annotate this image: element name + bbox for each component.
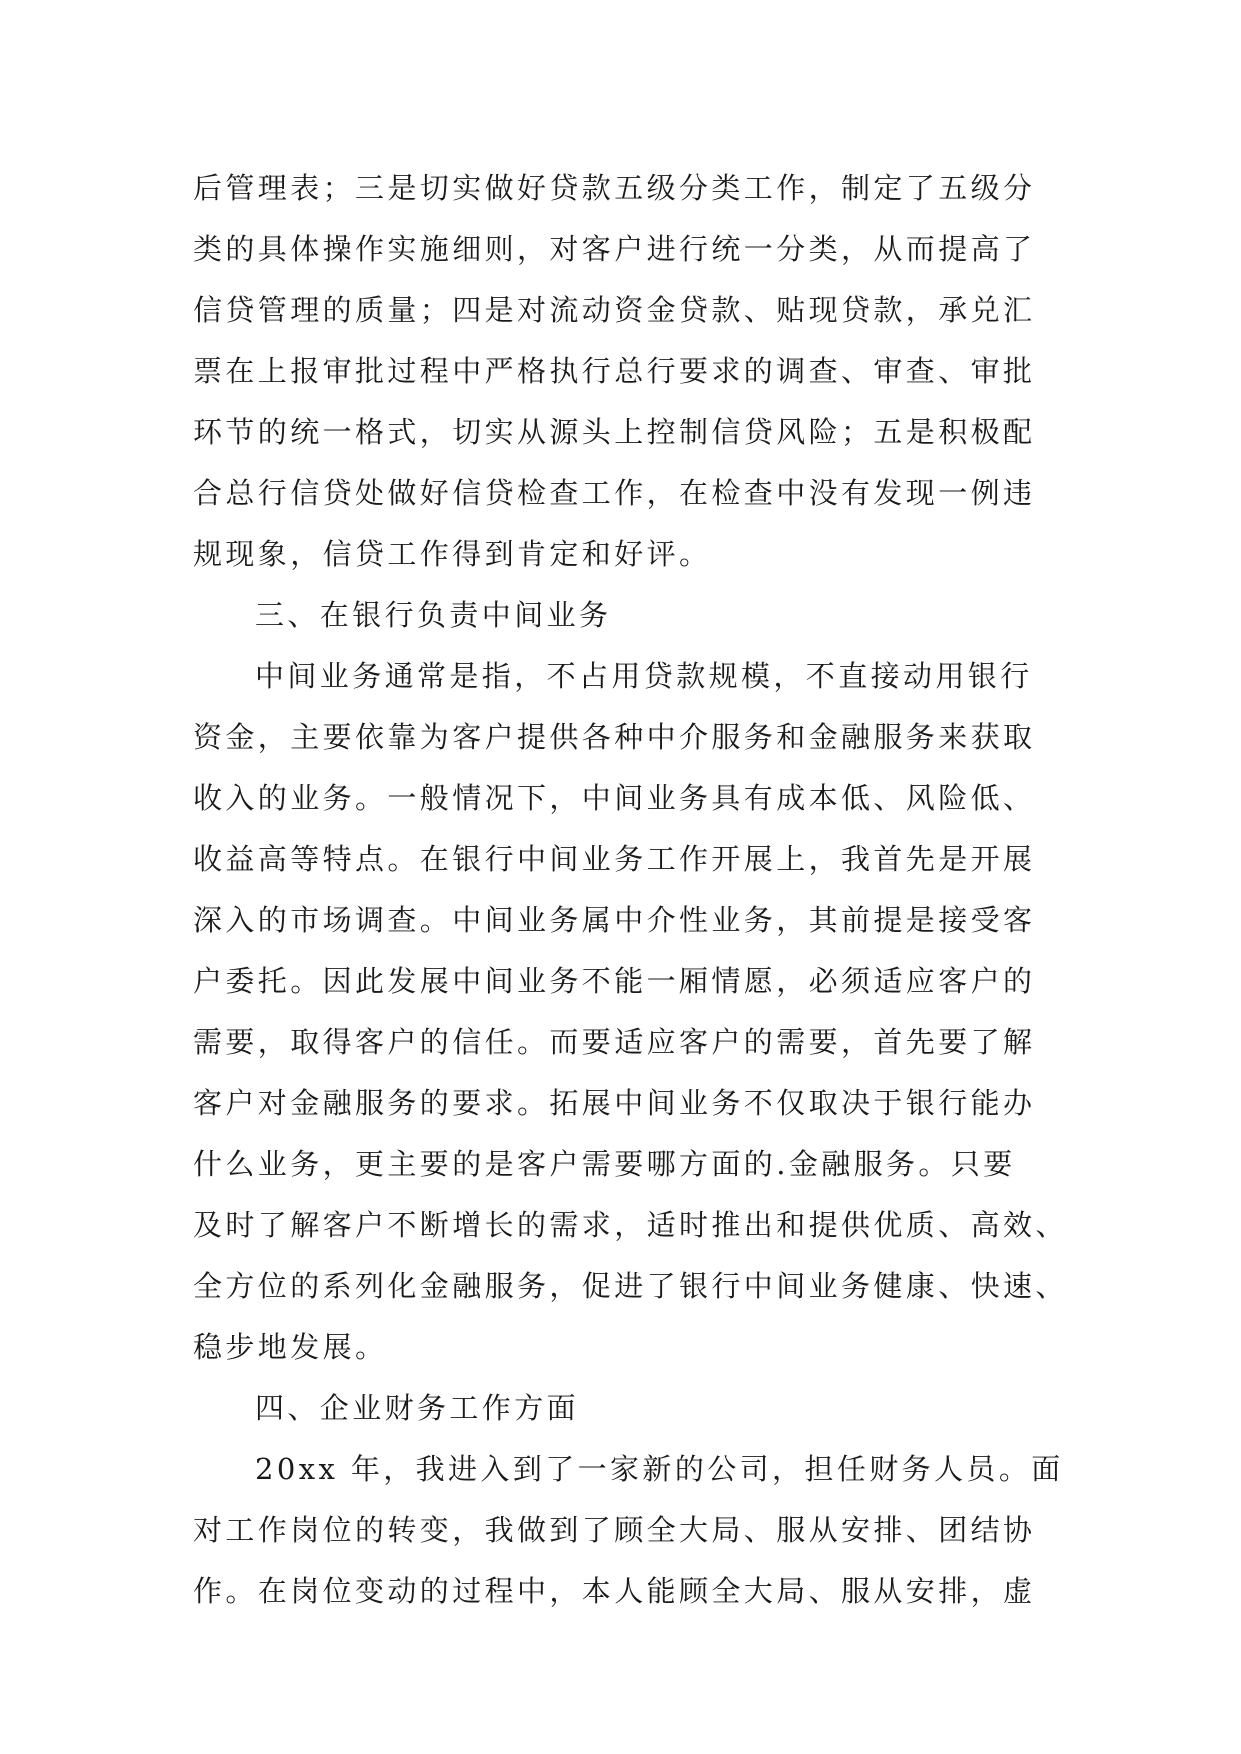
paragraph-line: 作。在岗位变动的过程中，本人能顾全大局、服从安排，虚 bbox=[193, 1574, 1036, 1608]
paragraph-line: 中间业务通常是指，不占用贷款规模，不直接动用银行 bbox=[255, 659, 1033, 693]
paragraph-line: 稳步地发展。 bbox=[193, 1330, 388, 1364]
document-body bbox=[193, 158, 1068, 1622]
paragraph-line: 类的具体操作实施细则，对客户进行统一分类，从而提高了 bbox=[193, 232, 1036, 266]
paragraph-line: 环节的统一格式，切实从源头上控制信贷风险；五是积极配 bbox=[193, 415, 1036, 449]
paragraph-line: 深入的市场调查。中间业务属中介性业务，其前提是接受客 bbox=[193, 903, 1036, 937]
paragraph-line: 资金，主要依靠为客户提供各种中介服务和金融服务来获取 bbox=[193, 720, 1036, 754]
paragraph-line: 对工作岗位的转变，我做到了顾全大局、服从安排、团结协 bbox=[193, 1513, 1036, 1547]
paragraph-line: 20xx 年，我进入到了一家新的公司，担任财务人员。面 bbox=[255, 1452, 1064, 1486]
paragraph-line: 客户对金融服务的要求。拓展中间业务不仅取决于银行能办 bbox=[193, 1086, 1036, 1120]
paragraph-line: 票在上报审批过程中严格执行总行要求的调查、审查、审批 bbox=[193, 354, 1036, 388]
section-heading: 四、企业财务工作方面 bbox=[255, 1391, 580, 1425]
paragraph-line: 后管理表；三是切实做好贷款五级分类工作，制定了五级分 bbox=[193, 171, 1036, 205]
paragraph-line: 信贷管理的质量；四是对流动资金贷款、贴现贷款，承兑汇 bbox=[193, 293, 1036, 327]
paragraph-line: 需要，取得客户的信任。而要适应客户的需要，首先要了解 bbox=[193, 1025, 1036, 1059]
paragraph-line: 收入的业务。一般情况下，中间业务具有成本低、风险低、 bbox=[193, 781, 1036, 815]
paragraph-line: 收益高等特点。在银行中间业务工作开展上，我首先是开展 bbox=[193, 842, 1036, 876]
paragraph-line: 及时了解客户不断增长的需求，适时推出和提供优质、高效、 bbox=[193, 1208, 1068, 1242]
paragraph-line: 户委托。因此发展中间业务不能一厢情愿，必须适应客户的 bbox=[193, 964, 1036, 998]
paragraph-line: 什么业务，更主要的是客户需要哪方面的.金融服务。只要 bbox=[193, 1147, 1016, 1181]
section-heading: 三、在银行负责中间业务 bbox=[255, 598, 612, 632]
paragraph-line: 全方位的系列化金融服务，促进了银行中间业务健康、快速、 bbox=[193, 1269, 1068, 1303]
paragraph-line: 合总行信贷处做好信贷检查工作，在检查中没有发现一例违 bbox=[193, 476, 1036, 510]
paragraph-line: 规现象，信贷工作得到肯定和好评。 bbox=[193, 537, 712, 571]
